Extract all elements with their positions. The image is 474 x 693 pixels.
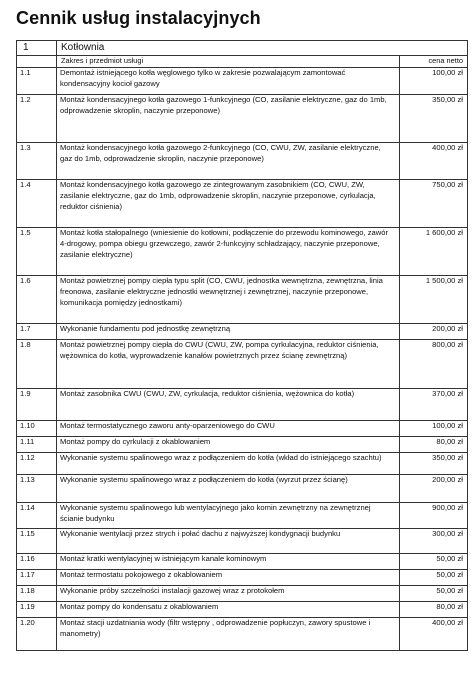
row-number: 1.14	[17, 503, 57, 529]
table-row	[17, 389, 468, 421]
row-price: 800,00 zł	[399, 340, 467, 389]
row-description: Montaż powietrznej pompy ciepła do CWU (CWU, ZW, pompa cyrkulacyjna, reduktor ciśnienia, wężownica do kotła, wyprowadzenie kanałów powietrznych przez ścianę zewnętrzną)	[57, 340, 400, 389]
row-number: 1.9	[17, 389, 57, 421]
row-description: Wykonanie wentylacji przez strych i połać dachu z najwyższej kondygnacji budynku	[57, 529, 400, 554]
column-header-scope: Zakres i przedmiot usługi	[57, 56, 400, 68]
row-number: 1.19	[17, 602, 57, 618]
row-description: Demontaż istniejącego kotła węglowego tylko w zakresie pozwalającym zamontować kondensacyjny kocioł gazowy	[57, 68, 400, 95]
table-row	[17, 475, 468, 503]
table-row	[17, 618, 468, 651]
row-number: 1.8	[17, 340, 57, 389]
row-description: Montaż zasobnika CWU (CWU, ZW, cyrkulacja, reduktor ciśnienia, wężownica do kotła)	[57, 389, 400, 421]
table-row	[17, 180, 468, 228]
table-row	[17, 228, 468, 276]
row-number: 1.1	[17, 68, 57, 95]
row-number: 1.11	[17, 437, 57, 453]
table-row	[17, 276, 468, 324]
row-price: 350,00 zł	[399, 453, 467, 475]
row-price: 400,00 zł	[399, 143, 467, 180]
table-row	[17, 602, 468, 618]
table-row	[17, 586, 468, 602]
row-price: 200,00 zł	[399, 475, 467, 503]
row-price: 900,00 zł	[399, 503, 467, 529]
table-row	[17, 554, 468, 570]
row-price: 200,00 zł	[399, 324, 467, 340]
section-number: 1	[17, 41, 57, 56]
table-row	[17, 529, 468, 554]
table-row	[17, 68, 468, 95]
row-description: Montaż termostatu pokojowego z okablowaniem	[57, 570, 400, 586]
row-number: 1.12	[17, 453, 57, 475]
row-number: 1.5	[17, 228, 57, 276]
row-number: 1.6	[17, 276, 57, 324]
table-row	[17, 95, 468, 143]
table-row	[17, 437, 468, 453]
row-description: Wykonanie systemu spalinowego lub wentylacyjnego jako komin zewnętrzny na zewnętrznej ścianie budynku	[57, 503, 400, 529]
row-number: 1.17	[17, 570, 57, 586]
row-price: 370,00 zł	[399, 389, 467, 421]
row-price: 750,00 zł	[399, 180, 467, 228]
row-description: Montaż pompy do kondensatu z okablowaniem	[57, 602, 400, 618]
row-number: 1.2	[17, 95, 57, 143]
row-price: 80,00 zł	[399, 602, 467, 618]
row-price: 1 600,00 zł	[399, 228, 467, 276]
section-name: Kotłownia	[57, 41, 468, 56]
row-price: 50,00 zł	[399, 554, 467, 570]
row-number: 1.4	[17, 180, 57, 228]
row-description: Wykonanie próby szczelności instalacji gazowej wraz z protokołem	[57, 586, 400, 602]
row-description: Montaż powietrznej pompy ciepła typu split (CO, CWU, jednostka wewnętrzna, zewnętrzna, linia freonowa, zasilanie elektryczne jednostki wewnętrznej i zewnętrznej, naczynie przeponowe, komunikacja pomiędzy jednostkami)	[57, 276, 400, 324]
row-description: Montaż stacji uzdatniania wody (filtr wstępny , odprowadzenie popłuczyn, zawory spustowe i manometry)	[57, 618, 400, 651]
price-table	[16, 40, 468, 651]
row-price: 350,00 zł	[399, 95, 467, 143]
table-row	[17, 421, 468, 437]
table-row	[17, 143, 468, 180]
row-description: Montaż kondensacyjnego kotła gazowego 1-funkcyjnego (CO, zasilanie elektryczne, gaz do 1mb, odprowadzenie skroplin, naczynie przeponowe)	[57, 95, 400, 143]
table-row	[17, 503, 468, 529]
row-number: 1.13	[17, 475, 57, 503]
row-number: 1.16	[17, 554, 57, 570]
column-header-price: cena netto	[399, 56, 467, 68]
row-price: 400,00 zł	[399, 618, 467, 651]
row-number: 1.18	[17, 586, 57, 602]
section-header-row	[17, 41, 468, 56]
row-description: Montaż kondensacyjnego kotła gazowego ze zintegrowanym zasobnikiem (CO, CWU, ZW, zasilanie elektryczne, gaz do 1mb, odprowadzenie skroplin, naczynie przeponowe, cyrkulacja, reduktor ciśnienia)	[57, 180, 400, 228]
table-row	[17, 324, 468, 340]
column-header-row	[17, 56, 468, 68]
header-empty-cell	[17, 56, 57, 68]
row-description: Montaż kratki wentylacyjnej w istniejącym kanale kominowym	[57, 554, 400, 570]
table-row	[17, 340, 468, 389]
row-number: 1.10	[17, 421, 57, 437]
row-description: Montaż pompy do cyrkulacji z okablowaniem	[57, 437, 400, 453]
row-number: 1.3	[17, 143, 57, 180]
row-number: 1.15	[17, 529, 57, 554]
row-description: Montaż kondensacyjnego kotła gazowego 2-funkcyjnego (CO, CWU, ZW, zasilanie elektryczne, gaz do 1mb, odprowadzenie skroplin, naczynie przeponowe)	[57, 143, 400, 180]
row-description: Wykonanie fundamentu pod jednostkę zewnętrzną	[57, 324, 400, 340]
row-price: 50,00 zł	[399, 570, 467, 586]
row-description: Wykonanie systemu spalinowego wraz z podłączeniem do kotła (wyrzut przez ścianę)	[57, 475, 400, 503]
row-price: 100,00 zł	[399, 421, 467, 437]
table-row	[17, 570, 468, 586]
row-description: Montaż termostatycznego zaworu anty-oparzeniowego do CWU	[57, 421, 400, 437]
row-description: Wykonanie systemu spalinowego wraz z podłączeniem do kotła (wkład do istniejącego szachtu)	[57, 453, 400, 475]
row-number: 1.7	[17, 324, 57, 340]
row-price: 50,00 zł	[399, 586, 467, 602]
row-description: Montaż kotła stałopalnego (wniesienie do kotłowni, podłączenie do przewodu kominowego, zawór 4-drogowy, pompa obiegu grzewczego, zawór 2-funkcyjny schładzający, naczynie przeponowe, zasilanie elektryczne)	[57, 228, 400, 276]
page-title: Cennik usług instalacyjnych	[16, 8, 261, 28]
row-price: 1 500,00 zł	[399, 276, 467, 324]
row-price: 300,00 zł	[399, 529, 467, 554]
row-price: 80,00 zł	[399, 437, 467, 453]
table-row	[17, 453, 468, 475]
row-number: 1.20	[17, 618, 57, 651]
row-price: 100,00 zł	[399, 68, 467, 95]
